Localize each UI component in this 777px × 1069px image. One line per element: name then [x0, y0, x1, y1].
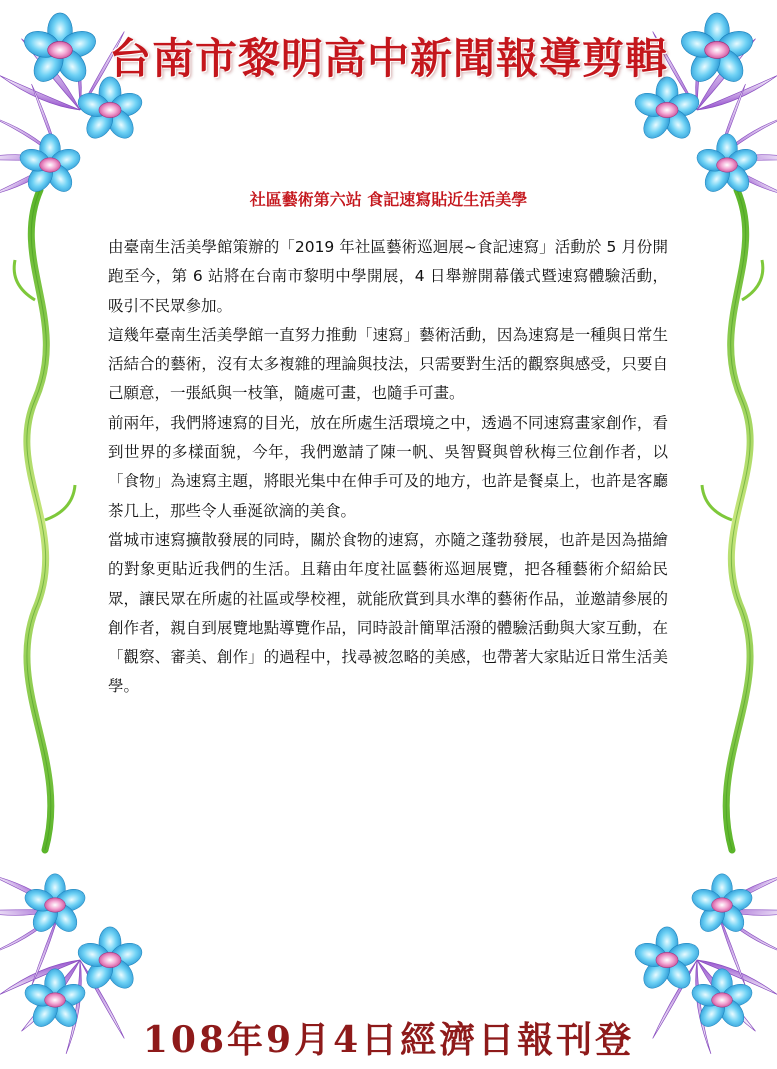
article-paragraph: 這幾年臺南生活美學館一直努力推動「速寫」藝術活動，因為速寫是一種與日常生活結合的藝術，沒有太多複雜的理論與技法，只需要對生活的觀察與感受，只要自己願意，一張紙與一枝筆，隨處可畫，也隨手可畫。: [108, 325, 668, 403]
publication-date-note: 108年9月4日經濟日報刊登: [142, 1019, 635, 1061]
article-headline: 社區藝術第六站 食記速寫貼近生活美學: [249, 190, 528, 209]
vine-icon: [14, 190, 75, 850]
article-body: [108, 233, 668, 702]
article-paragraph: 由臺南生活美學館策辦的「2019 年社區藝術巡迴展~食記速寫」活動於 5 月份開跑至今，第 6 站將在台南市黎明中學開展，4 日舉辦開幕儀式暨速寫體驗活動，吸引不民眾參加。: [108, 238, 668, 315]
vine-icon: [702, 190, 763, 850]
article-paragraph: 當城市速寫擴散發展的同時，關於食物的速寫，亦隨之蓬勃發展，也許是因為描繪的對象更貼近我們的生活。且藉由年度社區藝術巡迴展覽，把各種藝術介紹給民眾，讓民眾在所處的社區或學校裡，就能欣賞到具水準的藝術作品，並邀請參展的創作者，親自到展覽地點導覽作品，同時設計簡單活潑的體驗活動與大家互動，在「觀察、審美、創作」的過程中，找尋被忽略的美感，也帶著大家貼近日常生活美學。: [108, 530, 668, 696]
article-paragraph: 前兩年，我們將速寫的目光，放在所處生活環境之中，透過不同速寫畫家創作，看到世界的多樣面貌，今年，我們邀請了陳一帆、吳智賢與曾秋梅三位創作者，以「食物」為速寫主題，將眼光集中在伸手可及的地方，也許是餐桌上，也許是客廳茶几上，那些令人垂涎欲滴的美食。: [108, 413, 668, 520]
page-title: 台南市黎明高中新聞報導剪輯: [108, 34, 668, 83]
